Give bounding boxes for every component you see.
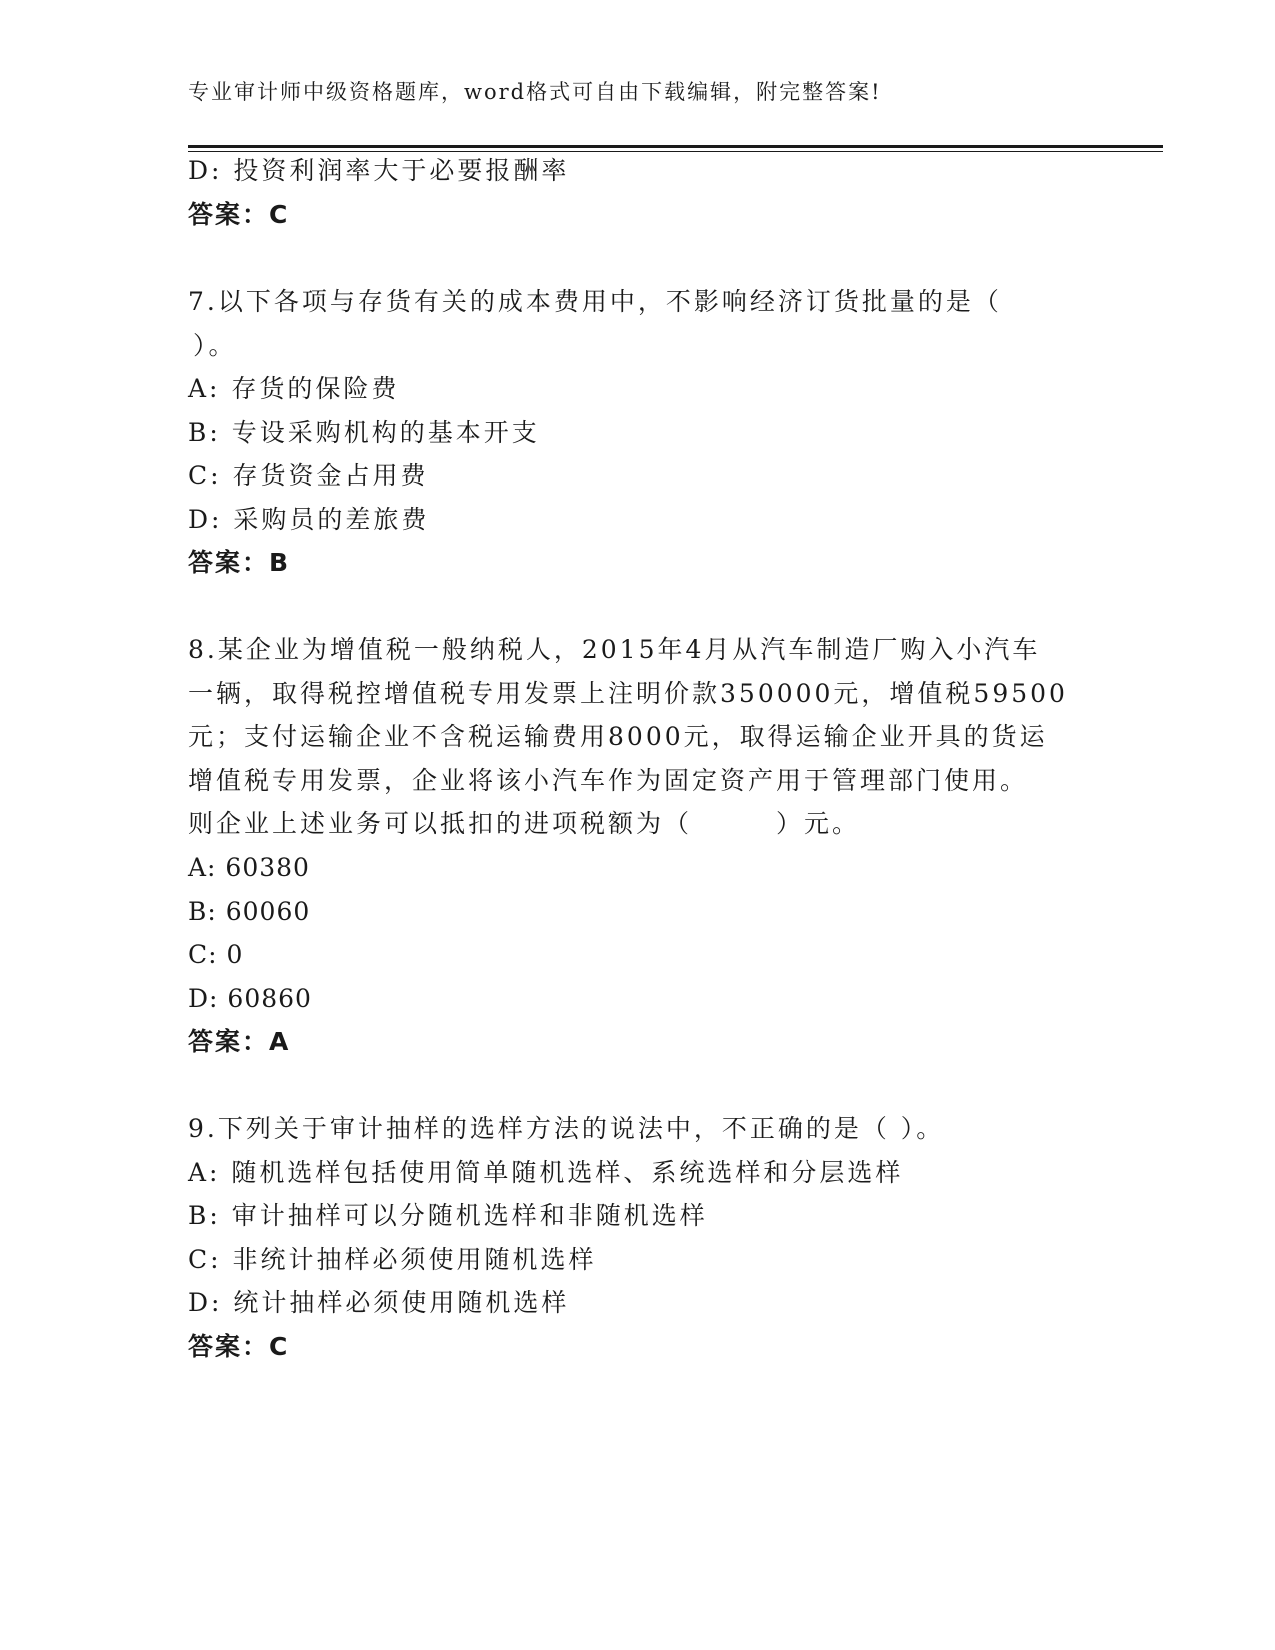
header-divider [188, 145, 1163, 152]
q7-option-c: C: 存货资金占用费 [188, 461, 429, 490]
q9-option-d: D: 统计抽样必须使用随机选样 [188, 1288, 570, 1317]
q9-option-b: B: 审计抽样可以分随机选样和非随机选样 [188, 1201, 708, 1230]
q9-option-a: A: 随机选样包括使用简单随机选样、系统选样和分层选样 [188, 1158, 904, 1187]
q9-stem-line1: 9.下列关于审计抽样的选样方法的说法中，不正确的是（ ）。 [188, 1114, 945, 1143]
q7-option-b: B: 专设采购机构的基本开支 [188, 418, 540, 447]
q8-stem-line5: 则企业上述业务可以抵扣的进项税额为（ ）元。 [188, 809, 861, 838]
q8-option-a: A: 60380 [188, 853, 310, 882]
q7-answer: 答案：B [188, 548, 291, 577]
q8-stem-line2: 一辆，取得税控增值税专用发票上注明价款350000元，增值税59500 [188, 679, 1068, 708]
q9-answer: 答案：C [188, 1332, 290, 1361]
q8-option-c: C: 0 [188, 940, 244, 969]
q8-answer: 答案：A [188, 1027, 291, 1056]
q8-stem-line3: 元；支付运输企业不含税运输费用8000元，取得运输企业开具的货运 [188, 722, 1048, 751]
q8-stem-line4: 增值税专用发票，企业将该小汽车作为固定资产用于管理部门使用。 [188, 766, 1029, 795]
q8-option-b: B: 60060 [188, 897, 311, 926]
q8-option-d: D: 60860 [188, 984, 312, 1013]
q7-stem-line1: 7.以下各项与存货有关的成本费用中，不影响经济订货批量的是（ [188, 287, 1002, 316]
page-header: 专业审计师中级资格题库，word格式可自由下载编辑，附完整答案! [188, 80, 882, 104]
q6-answer: 答案：C [188, 200, 290, 229]
q7-stem-line2: ）。 [193, 331, 237, 360]
q6-option-d: D: 投资利润率大于必要报酬率 [188, 156, 570, 185]
q9-option-c: C: 非统计抽样必须使用随机选样 [188, 1245, 597, 1274]
q7-option-a: A: 存货的保险费 [188, 374, 400, 403]
q8-stem-line1: 8.某企业为增值税一般纳税人，2015年4月从汽车制造厂购入小汽车 [188, 635, 1041, 664]
q7-option-d: D: 采购员的差旅费 [188, 505, 430, 534]
